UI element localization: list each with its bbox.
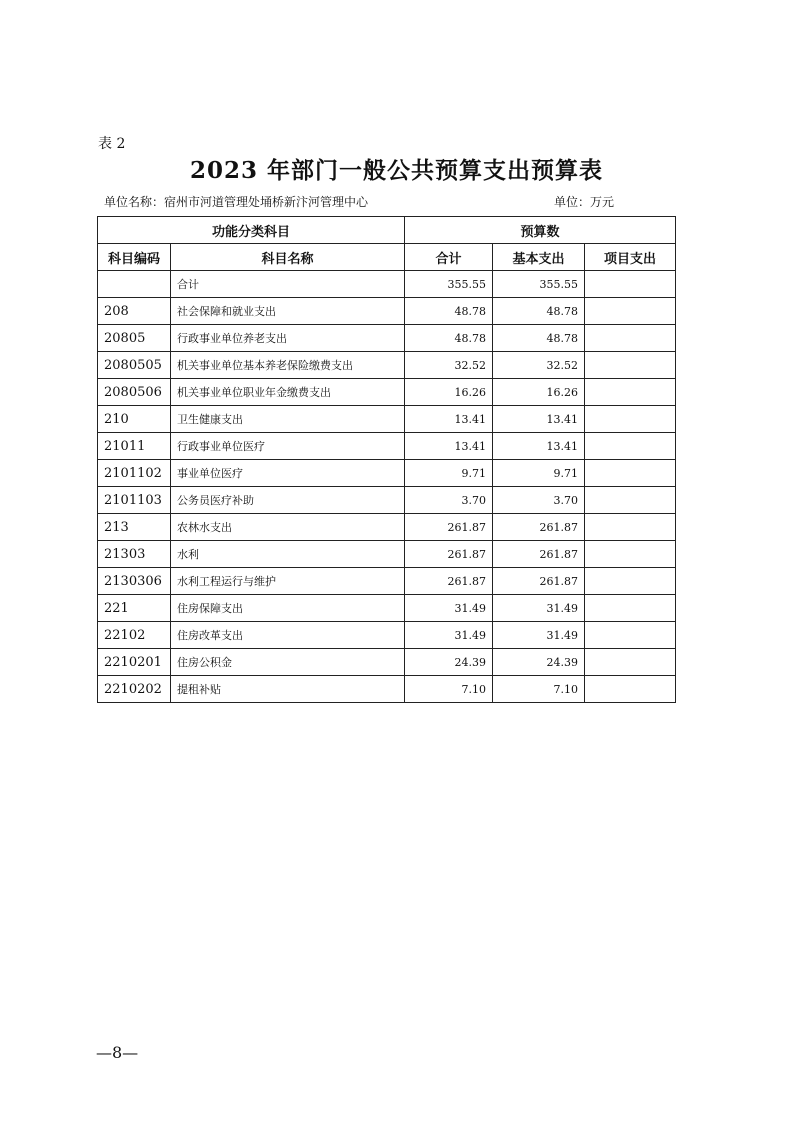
row-project xyxy=(585,406,676,433)
table-row xyxy=(98,406,676,433)
table-row xyxy=(98,676,676,703)
row-basic: 32.52 xyxy=(493,352,585,379)
row-code: 21011 xyxy=(98,433,171,460)
table-row xyxy=(98,433,676,460)
row-name: 水利 xyxy=(171,541,405,568)
row-total: 48.78 xyxy=(405,298,493,325)
row-code xyxy=(98,271,171,298)
row-basic: 355.55 xyxy=(493,271,585,298)
page-title: 2023 年部门一般公共预算支出预算表 xyxy=(189,157,604,184)
row-total: 31.49 xyxy=(405,622,493,649)
header-name: 科目名称 xyxy=(171,244,405,271)
row-total: 31.49 xyxy=(405,595,493,622)
row-code: 2101103 xyxy=(98,487,171,514)
row-total: 24.39 xyxy=(405,649,493,676)
row-total: 7.10 xyxy=(405,676,493,703)
table-row xyxy=(98,595,676,622)
row-basic: 13.41 xyxy=(493,433,585,460)
row-project xyxy=(585,433,676,460)
table-row xyxy=(98,622,676,649)
row-project xyxy=(585,379,676,406)
row-name: 卫生健康支出 xyxy=(171,406,405,433)
row-project xyxy=(585,352,676,379)
row-name: 行政事业单位医疗 xyxy=(171,433,405,460)
row-basic: 7.10 xyxy=(493,676,585,703)
header-basic: 基本支出 xyxy=(493,244,585,271)
row-total: 9.71 xyxy=(405,460,493,487)
page-number: —8— xyxy=(96,1043,139,1062)
table-row xyxy=(98,271,676,298)
row-name: 行政事业单位养老支出 xyxy=(171,325,405,352)
row-project xyxy=(585,676,676,703)
unit-name: 单位名称：宿州市河道管理处埇桥新汴河管理中心 xyxy=(104,195,369,209)
row-project xyxy=(585,325,676,352)
row-name: 住房公积金 xyxy=(171,649,405,676)
row-total: 16.26 xyxy=(405,379,493,406)
row-basic: 48.78 xyxy=(493,298,585,325)
row-basic: 3.70 xyxy=(493,487,585,514)
row-code: 20805 xyxy=(98,325,171,352)
row-code: 2101102 xyxy=(98,460,171,487)
header-project: 项目支出 xyxy=(585,244,676,271)
header-total: 合计 xyxy=(405,244,493,271)
row-name: 社会保障和就业支出 xyxy=(171,298,405,325)
table-row xyxy=(98,325,676,352)
row-project xyxy=(585,649,676,676)
table-row xyxy=(98,460,676,487)
row-name: 水利工程运行与维护 xyxy=(171,568,405,595)
row-code: 2080505 xyxy=(98,352,171,379)
row-project xyxy=(585,487,676,514)
table-row xyxy=(98,649,676,676)
row-code: 2210202 xyxy=(98,676,171,703)
table-row xyxy=(98,514,676,541)
row-basic: 261.87 xyxy=(493,541,585,568)
row-project xyxy=(585,622,676,649)
row-code: 2210201 xyxy=(98,649,171,676)
currency-unit: 单位：万元 xyxy=(554,195,615,209)
row-total: 48.78 xyxy=(405,325,493,352)
row-total: 261.87 xyxy=(405,568,493,595)
header-function-category: 功能分类科目 xyxy=(98,217,405,244)
row-project xyxy=(585,595,676,622)
row-code: 221 xyxy=(98,595,171,622)
row-basic: 13.41 xyxy=(493,406,585,433)
table-body xyxy=(98,271,676,703)
row-basic: 16.26 xyxy=(493,379,585,406)
row-basic: 9.71 xyxy=(493,460,585,487)
table-row xyxy=(98,352,676,379)
row-name: 公务员医疗补助 xyxy=(171,487,405,514)
row-project xyxy=(585,271,676,298)
row-total: 3.70 xyxy=(405,487,493,514)
row-code: 213 xyxy=(98,514,171,541)
row-name: 机关事业单位职业年金缴费支出 xyxy=(171,379,405,406)
row-name: 农林水支出 xyxy=(171,514,405,541)
header-budget-amount: 预算数 xyxy=(405,217,676,244)
table-row xyxy=(98,487,676,514)
row-code: 2130306 xyxy=(98,568,171,595)
row-code: 210 xyxy=(98,406,171,433)
row-name: 提租补贴 xyxy=(171,676,405,703)
row-basic: 24.39 xyxy=(493,649,585,676)
row-total: 32.52 xyxy=(405,352,493,379)
row-name: 住房改革支出 xyxy=(171,622,405,649)
row-total: 261.87 xyxy=(405,541,493,568)
row-project xyxy=(585,541,676,568)
row-project xyxy=(585,460,676,487)
table-row xyxy=(98,298,676,325)
row-name: 事业单位医疗 xyxy=(171,460,405,487)
row-total: 355.55 xyxy=(405,271,493,298)
row-code: 2080506 xyxy=(98,379,171,406)
row-code: 22102 xyxy=(98,622,171,649)
row-total: 261.87 xyxy=(405,514,493,541)
row-project xyxy=(585,514,676,541)
row-basic: 31.49 xyxy=(493,595,585,622)
row-project xyxy=(585,568,676,595)
row-code: 208 xyxy=(98,298,171,325)
header-code: 科目编码 xyxy=(98,244,171,271)
row-project xyxy=(585,298,676,325)
row-basic: 48.78 xyxy=(493,325,585,352)
row-total: 13.41 xyxy=(405,433,493,460)
row-name: 合计 xyxy=(171,271,405,298)
row-basic: 261.87 xyxy=(493,568,585,595)
row-basic: 261.87 xyxy=(493,514,585,541)
header-row-columns xyxy=(98,244,676,271)
row-total: 13.41 xyxy=(405,406,493,433)
table-row xyxy=(98,379,676,406)
header-row-groups xyxy=(98,217,676,244)
row-name: 机关事业单位基本养老保险缴费支出 xyxy=(171,352,405,379)
row-basic: 31.49 xyxy=(493,622,585,649)
row-name: 住房保障支出 xyxy=(171,595,405,622)
budget-table xyxy=(97,216,676,703)
table-label: 表 2 xyxy=(98,136,126,152)
table-row xyxy=(98,568,676,595)
table-row xyxy=(98,541,676,568)
row-code: 21303 xyxy=(98,541,171,568)
